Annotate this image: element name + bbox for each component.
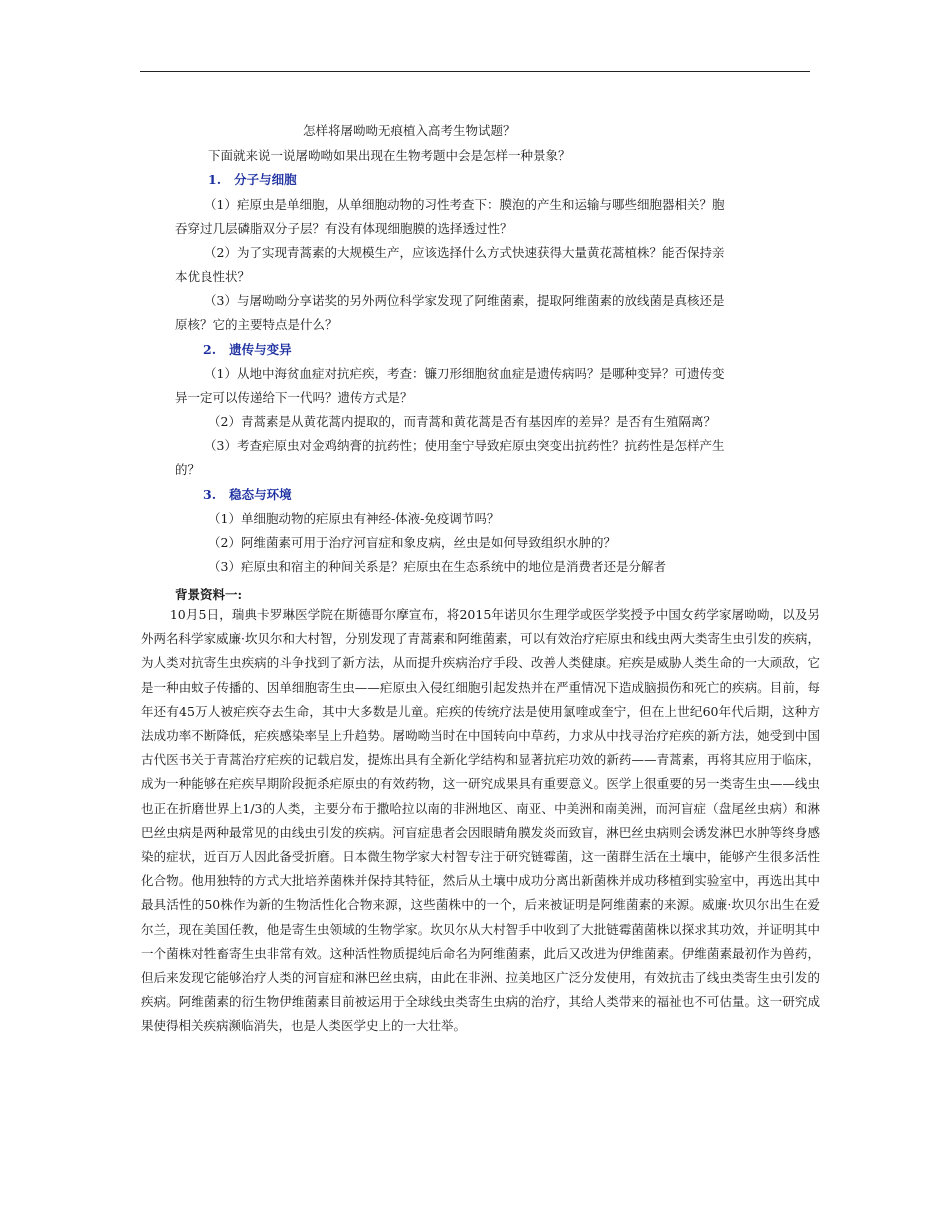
section-heading-3: 3. 稳态与环境 bbox=[203, 487, 292, 502]
question-line: （2）青蒿素是从黄花蒿内提取的，而青蒿和黄花蒿是否有基因库的差异？是否有生殖隔离？ bbox=[208, 414, 716, 429]
section-heading-2: 2. 遗传与变异 bbox=[203, 342, 292, 357]
header-rule bbox=[140, 71, 810, 72]
question-line: （2）阿维菌素可用于治疗河盲症和象皮病，丝虫是如何导致组织水肿的？ bbox=[208, 535, 616, 550]
question-line: 的？ bbox=[175, 462, 201, 477]
question-line: （3）考查疟原虫对金鸡纳膏的抗药性；使用奎宁导致疟原虫突变出抗药性？抗药性是怎样产生 bbox=[204, 438, 725, 453]
question-line: （1）单细胞动物的疟原虫有神经-体液-免疫调节吗？ bbox=[208, 511, 500, 526]
question-line: 吞穿过几层磷脂双分子层？有没有体现细胞膜的选择透过性？ bbox=[175, 221, 513, 236]
question-line: （3）疟原虫和宿主的种间关系是？疟原虫在生态系统中的地位是消费者还是分解者 bbox=[208, 559, 666, 574]
question-line: 异一定可以传递给下一代吗？遗传方式是？ bbox=[175, 390, 413, 405]
question-line: 原核？它的主要特点是什么？ bbox=[175, 317, 338, 332]
question-line: （3）与屠呦呦分享诺奖的另外两位科学家发现了阿维菌素，提取阿维菌素的放线菌是真核还是 bbox=[204, 293, 725, 308]
question-line: （1）从地中海贫血症对抗疟疾，考查：镰刀形细胞贫血症是遗传病吗？是哪种变异？可遗传变 bbox=[204, 366, 725, 381]
background-paragraph: 10月5日，瑞典卡罗琳医学院在斯德哥尔摩宣布，将2015年诺贝尔生理学或医学奖授予中国女药学家屠呦呦，以及另外两名科学家威廉·坎贝尔和大村智，分别发现了青蒿素和阿维菌素，可以有效治疗疟原虫和线虫两大类寄生虫引发的疾病，为人类对抗寄生虫疾病的斗争找到了新方法，从而提升疾病治疗手段、改善人类健康。疟疾是威胁人类生命的一大顽敌，它是一种由蚊子传播的、因单细胞寄生虫——疟原虫入侵红细胞引起发热并在严重情况下造成脑损伤和死亡的疾病。目前，每年还有45万人被疟疾夺去生命，其中大多数是儿童。疟疾的传统疗法是使用氯喹或奎宁，但在上世纪60年代后期，这种方法成功率不断降低，疟疾感染率呈上升趋势。屠呦呦当时在中国转向中草药，力求从中找寻治疗疟疾的新方法，她受到中国古代医书关于青蒿治疗疟疾的记载启发，提炼出具有全新化学结构和显著抗疟功效的新药——青蒿素，再将其应用于临床，成为一种能够在疟疾早期阶段扼杀疟原虫的有效药物，这一研究成果具有重要意义。医学上很重要的另一类寄生虫——线虫也正在折磨世界上1/3的人类，主要分布于撒哈拉以南的非洲地区、南亚、中美洲和南美洲，而河盲症（盘尾丝虫病）和淋巴丝虫病是两种最常见的由线虫引发的疾病。河盲症患者会因眼睛角膜发炎而致盲，淋巴丝虫病则会诱发淋巴水肿等终身感染的症状，近百万人因此备受折磨。日本微生物学家大村智专注于研究链霉菌，这一菌群生活在土壤中，能够产生很多活性化合物。他用独特的方式大批培养菌株并保持其特征，然后从土壤中成功分离出新菌株并成功移植到实验室中，再选出其中最具活性的50株作为新的生物活性化合物来源，这些菌株中的一个，后来被证明是阿维菌素的来源。威廉·坎贝尔出生在爱尔兰，现在美国任教，他是寄生虫领域的生物学家。坎贝尔从大村智手中收到了大批链霉菌菌株以探求其功效，并证明其中一个菌株对牲畜寄生虫非常有效。这种活性物质提纯后命名为阿维菌素，此后又改进为伊维菌素。伊维菌素最初作为兽药，但后来发现它能够治疗人类的河盲症和淋巴丝虫病，由此在非洲、拉美地区广泛分发使用，有效抗击了线虫类寄生虫引发的疾病。阿维菌素的衍生物伊维菌素目前被运用于全球线虫类寄生虫病的治疗，其给人类带来的福祉也不可估量。这一研究成果使得相关疾病濒临消失，也是人类医学史上的一大壮举。 bbox=[141, 607, 820, 1034]
background-label: 背景资料一: bbox=[175, 587, 243, 602]
document-title: 怎样将屠呦呦无痕植入高考生物试题？ bbox=[303, 123, 516, 138]
section-heading-1: 1. 分子与细胞 bbox=[208, 172, 297, 187]
intro-line: 下面就来说一说屠呦呦如果出现在生物考题中会是怎样一种景象？ bbox=[208, 148, 571, 163]
question-line: （1）疟原虫是单细胞，从单细胞动物的习性考查下：膜泡的产生和运输与哪些细胞器相关？胞 bbox=[204, 197, 725, 212]
question-line: （2）为了实现青蒿素的大规模生产，应该选择什么方式快速获得大量黄花蒿植株？能否保持亲 bbox=[204, 245, 725, 260]
question-line: 本优良性状？ bbox=[175, 269, 251, 284]
